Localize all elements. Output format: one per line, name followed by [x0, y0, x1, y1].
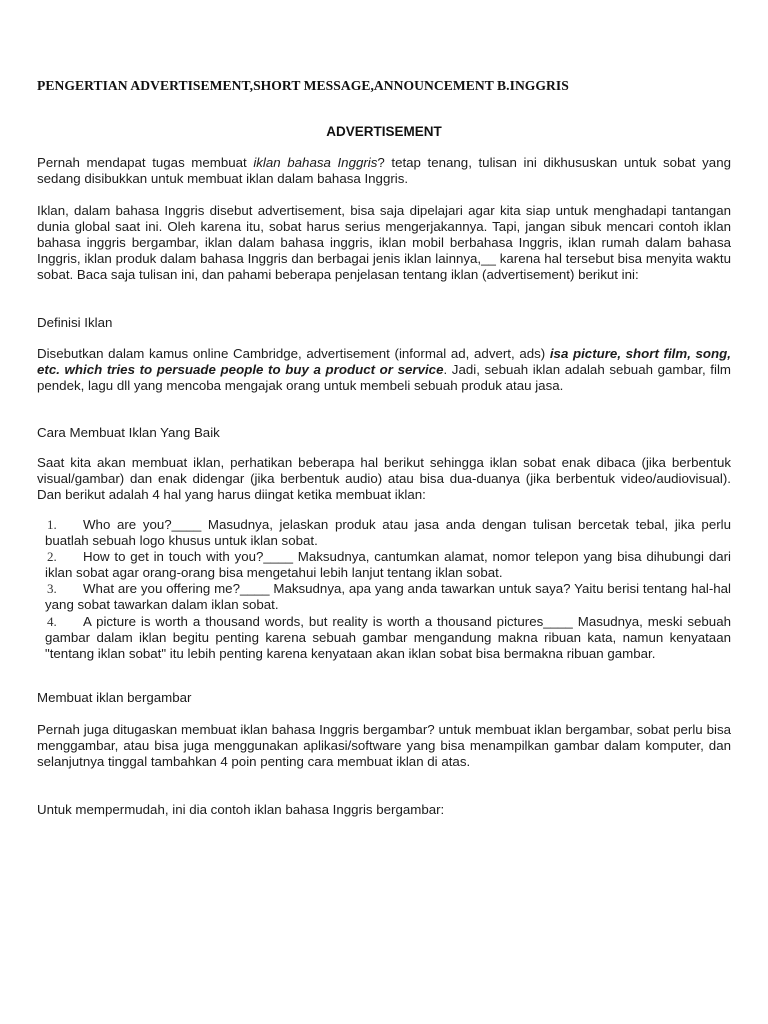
definition-bold-italic-text: isa picture, short film, song, etc. which tries to persuade people to buy a product or service — [37, 346, 731, 378]
list-item-text: What are you offering me?____ Maksudnya, apa yang anda tawarkan untuk saya? Yaitu berisi tentang hal-hal yang sobat tawarkan dalam iklan sobat. — [45, 581, 731, 613]
list-item — [37, 517, 731, 549]
list-item — [37, 549, 731, 581]
list-number: 4. — [47, 613, 57, 629]
list-item — [37, 581, 731, 613]
subheading-definisi-iklan: Definisi Iklan — [37, 315, 113, 330]
closing-paragraph: Untuk mempermudah, ini dia contoh iklan bahasa Inggris bergambar: — [37, 802, 445, 817]
section-heading-advertisement: ADVERTISEMENT — [326, 124, 442, 139]
intro-text-1: Pernah mendapat tugas membuat — [37, 155, 254, 170]
paragraph-iklan: Iklan, dalam bahasa Inggris disebut advertisement, bisa saja dipelajari agar kita siap untuk menghadapi tantangan dunia global saat ini. Oleh karena itu, sobat harus serius mengerjakannya. Tapi, jangan sibuk mencari contoh iklan bahasa inggris bergambar, iklan dalam bahasa inggris, iklan mobil berbahasa Inggris, iklan rumah dalam bahasa Inggris, iklan produk dalam bahasa Inggris dan berbagai jenis iklan lainnya,__ karena hal tersebut bisa menyita waktu sobat. Baca saja tulisan ini, dan pahami beberapa penjelasan tentang iklan (advertisement) berikut ini: — [37, 203, 731, 283]
subheading-cara-membuat-iklan: Cara Membuat Iklan Yang Baik — [37, 425, 220, 440]
intro-paragraph — [37, 155, 731, 187]
intro-text-2: ? tetap tenang, tulisan ini dikhususkan untuk sobat yang sedang disibukkan untuk membuat iklan dalam bahasa Inggris. — [37, 155, 731, 187]
list-item-text: How to get in touch with you?____ Maksudnya, cantumkan alamat, nomor telepon yang bisa dihubungi dari iklan sobat agar orang-orang bisa mengetahui lebih lanjut tentang iklan sobat. — [45, 549, 731, 581]
definition-text-1: Disebutkan dalam kamus online Cambridge, advertisement (informal ad, advert, ads) — [37, 346, 550, 361]
subheading-iklan-bergambar: Membuat iklan bergambar — [37, 690, 192, 705]
list-item-text: Who are you?____ Masudnya, jelaskan produk atau jasa anda dengan tulisan bercetak tebal, jika perlu buatlah sebuah logo khusus untuk iklan sobat. — [45, 517, 731, 549]
document-title: PENGERTIAN ADVERTISEMENT,SHORT MESSAGE,ANNOUNCEMENT B.INGGRIS — [37, 78, 569, 93]
list-number: 2. — [47, 549, 57, 565]
list-item — [37, 614, 731, 662]
pictorial-paragraph: Pernah juga ditugaskan membuat iklan bahasa Inggris bergambar? untuk membuat iklan bergambar, sobat perlu bisa menggambar, atau bisa juga menggunakan aplikasi/software yang bisa menampilkan gambar dalam komputer, dan selanjutnya tinggal tambahkan 4 poin penting cara membuat iklan di atas. — [37, 722, 731, 770]
intro-italic-text: iklan bahasa Inggris — [253, 155, 378, 170]
definition-text-2: . Jadi, sebuah iklan adalah sebuah gambar, film pendek, lagu dll yang mencoba mengajak orang untuk membeli sebuah produk atau jasa. — [37, 362, 731, 394]
definition-paragraph — [37, 346, 731, 394]
list-number: 3. — [47, 581, 57, 597]
numbered-list — [37, 517, 731, 662]
list-number: 1. — [47, 517, 57, 532]
howto-intro-paragraph: Saat kita akan membuat iklan, perhatikan beberapa hal berikut sehingga iklan sobat enak dibaca (jika berbentuk visual/gambar) dan enak didengar (jika berbentuk audio) atau bisa dua-duanya (jika berbentuk video/audiovisual). Dan berikut adalah 4 hal yang harus diingat ketika membuat iklan: — [37, 455, 731, 503]
list-item-text: A picture is worth a thousand words, but reality is worth a thousand pictures____ Masudnya, meski sebuah gambar dalam iklan begitu penting karena sebuah gambar mengandung makna ribuan kata, namun kenyataan "tentang iklan sobat" itu lebih penting karena kenyataan akan iklan sobat bisa bermakna ribuan gambar. — [45, 613, 731, 661]
